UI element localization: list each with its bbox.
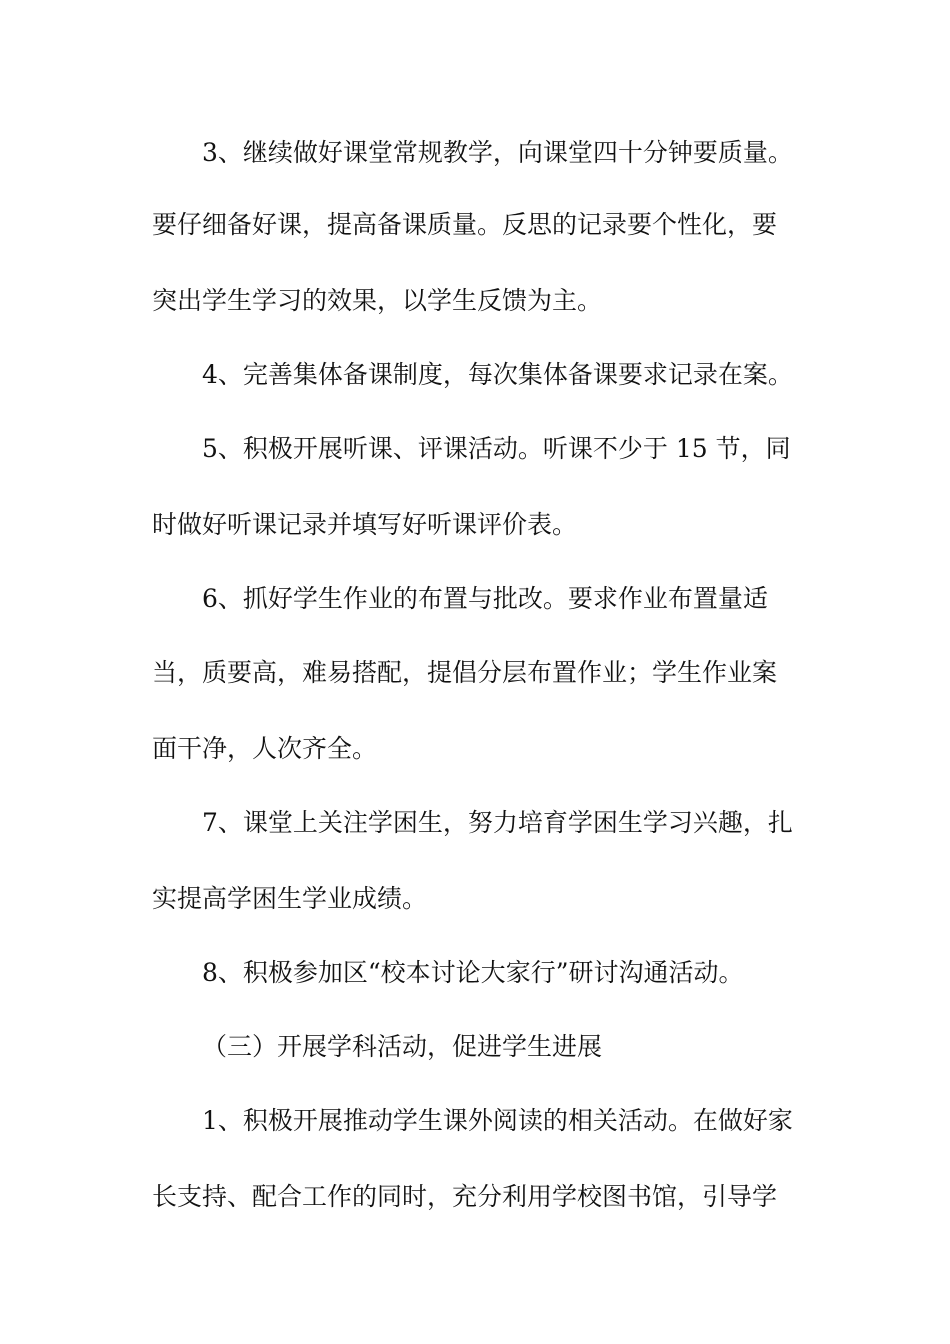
- paragraph-line: 突出学生学习的效果，以学生反馈为主。: [152, 286, 603, 315]
- paragraph-line: 7、课堂上关注学困生，努力培育学困生学习兴趣，扎: [202, 808, 793, 837]
- paragraph-line: 当，质要高，难易搭配，提倡分层布置作业；学生作业案: [152, 658, 778, 687]
- paragraph-line: 4、完善集体备课制度，每次集体备课要求记录在案。: [202, 360, 793, 389]
- paragraph-line: 长支持、配合工作的同时，充分利用学校图书馆，引导学: [152, 1182, 778, 1211]
- paragraph-line: 8、积极参加区“校本讨论大家行”研讨沟通活动。: [202, 958, 744, 987]
- section-heading: （三）开展学科活动，促进学生进展: [202, 1032, 603, 1061]
- paragraph-line: 面干净，人次齐全。: [152, 734, 378, 763]
- paragraph-line: 6、抓好学生作业的布置与批改。要求作业布置量适: [202, 584, 768, 613]
- paragraph-line: 3、继续做好课堂常规教学，向课堂四十分钟要质量。: [202, 138, 793, 167]
- paragraph-line: 要仔细备好课，提高备课质量。反思的记录要个性化，要: [152, 210, 778, 239]
- paragraph-line: 时做好听课记录并填写好听课评价表。: [152, 510, 578, 539]
- paragraph-line: 实提高学困生学业成绩。: [152, 884, 428, 913]
- paragraph-line: 1、积极开展推动学生课外阅读的相关活动。在做好家: [202, 1106, 793, 1135]
- paragraph-line: 5、积极开展听课、评课活动。听课不少于 15 节，同: [202, 434, 791, 463]
